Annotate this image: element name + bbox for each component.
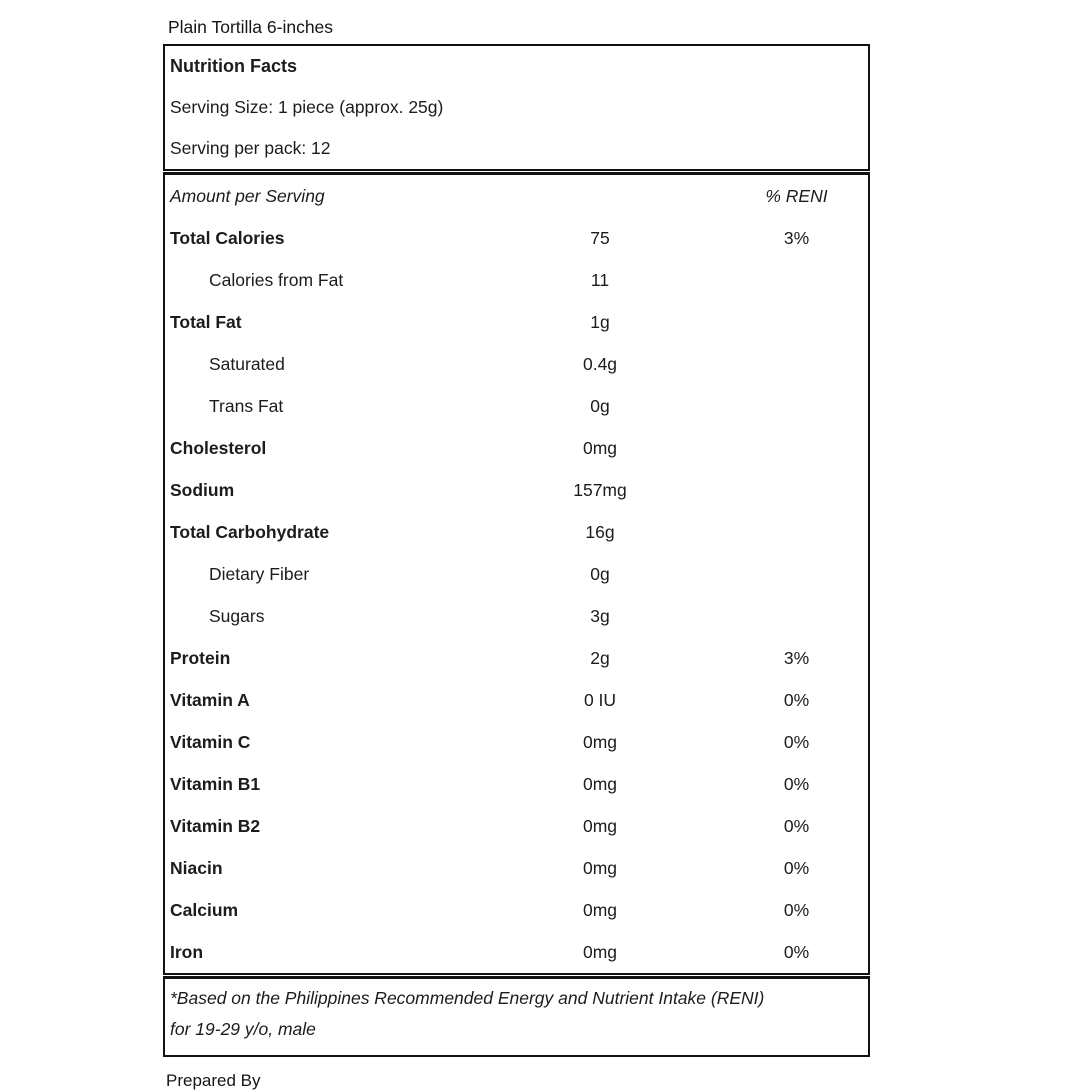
nutrient-amount: 75: [590, 227, 610, 248]
nutrient-name: Calories from Fat: [209, 269, 344, 290]
nutrient-amount: 0mg: [582, 815, 618, 836]
table-row-protein: [165, 637, 868, 679]
nutrient-name: Sodium: [170, 479, 235, 500]
nutrient-amount: 0mg: [582, 437, 618, 458]
serving-size-line: Serving Size: 1 piece (approx. 25g): [170, 97, 444, 117]
table-row-total-fat: [165, 301, 868, 343]
table-row-vitamin-c: [165, 721, 868, 763]
nutrient-amount: 0mg: [582, 941, 618, 962]
nutrient-name: Total Calories: [170, 227, 285, 248]
table-row-calories-from-fat: [165, 259, 868, 301]
nutrient-name: Calcium: [170, 899, 239, 920]
table-row-vitamin-b1: [165, 763, 868, 805]
nutrient-reni: 0%: [783, 731, 810, 752]
nutrient-amount: 3g: [590, 605, 610, 626]
nutrient-reni: 0%: [783, 857, 810, 878]
amount-per-serving-header: Amount per Serving: [170, 185, 325, 206]
nutrient-reni: 0%: [783, 689, 810, 710]
nutrient-name: Niacin: [170, 857, 223, 878]
nutrient-name: Total Fat: [170, 311, 242, 332]
table-row-total-carbohydrate: [165, 511, 868, 553]
nutrient-table-section: [163, 172, 870, 975]
table-row-niacin: [165, 847, 868, 889]
nutrient-name: Total Carbohydrate: [170, 521, 330, 542]
nutrient-name: Vitamin C: [170, 731, 251, 752]
nutrient-amount: 0g: [590, 395, 610, 416]
nutrient-name: Protein: [170, 647, 231, 668]
table-row-calcium: [165, 889, 868, 931]
nutrient-amount: 2g: [590, 647, 610, 668]
nutrient-amount: 16g: [585, 521, 615, 542]
nutrient-amount: 0 IU: [583, 689, 617, 710]
nutrient-name: Iron: [170, 941, 204, 962]
product-title: Plain Tortilla 6-inches: [168, 17, 334, 37]
nutrient-name: Sugars: [209, 605, 265, 626]
nutrient-amount: 157mg: [573, 479, 627, 500]
nutrient-reni: 3%: [783, 227, 810, 248]
table-row-vitamin-a: [165, 679, 868, 721]
nutrient-reni: 0%: [783, 773, 810, 794]
nutrient-reni: 0%: [783, 941, 810, 962]
nutrient-amount: 0.4g: [582, 353, 618, 374]
nutrient-amount: 0mg: [582, 773, 618, 794]
footnote-line-2: for 19-29 y/o, male: [170, 1019, 316, 1039]
footnote-line-1: *Based on the Philippines Recommended Energy and Nutrient Intake (RENI): [170, 988, 765, 1008]
nutrient-amount: 0mg: [582, 899, 618, 920]
nutrient-name: Trans Fat: [209, 395, 284, 416]
table-row-vitamin-b2: [165, 805, 868, 847]
nutrient-name: Vitamin B2: [170, 815, 261, 836]
nutrient-name: Cholesterol: [170, 437, 267, 458]
table-row-saturated: [165, 343, 868, 385]
table-row-sugars: [165, 595, 868, 637]
nutrient-name: Vitamin B1: [170, 773, 261, 794]
label-header-section: [163, 44, 870, 171]
nutrient-amount: 0mg: [582, 857, 618, 878]
table-row-total-calories: [165, 217, 868, 259]
reni-header: % RENI: [765, 185, 828, 206]
nutrient-reni: 0%: [783, 899, 810, 920]
prepared-by-cutoff-text: Prepared By: [166, 1071, 261, 1090]
nutrient-reni: 0%: [783, 815, 810, 836]
nutrient-name: Vitamin A: [170, 689, 250, 710]
nutrition-facts-heading: Nutrition Facts: [170, 56, 298, 76]
servings-per-pack-line: Serving per pack: 12: [170, 138, 331, 158]
nutrient-name: Saturated: [209, 353, 285, 374]
nutrition-facts-label: [163, 44, 870, 1057]
nutrient-name: Dietary Fiber: [209, 563, 310, 584]
nutrient-amount: 0g: [590, 563, 610, 584]
reni-footnote-section: [163, 976, 870, 1057]
nutrient-amount: 11: [590, 269, 610, 290]
nutrient-reni: 3%: [783, 647, 810, 668]
nutrient-amount: 1g: [590, 311, 610, 332]
table-row-trans-fat: [165, 385, 868, 427]
nutrient-amount: 0mg: [582, 731, 618, 752]
column-header-row: [165, 175, 868, 217]
table-row-dietary-fiber: [165, 553, 868, 595]
table-row-cholesterol: [165, 427, 868, 469]
table-row-iron: [165, 931, 868, 973]
table-row-sodium: [165, 469, 868, 511]
